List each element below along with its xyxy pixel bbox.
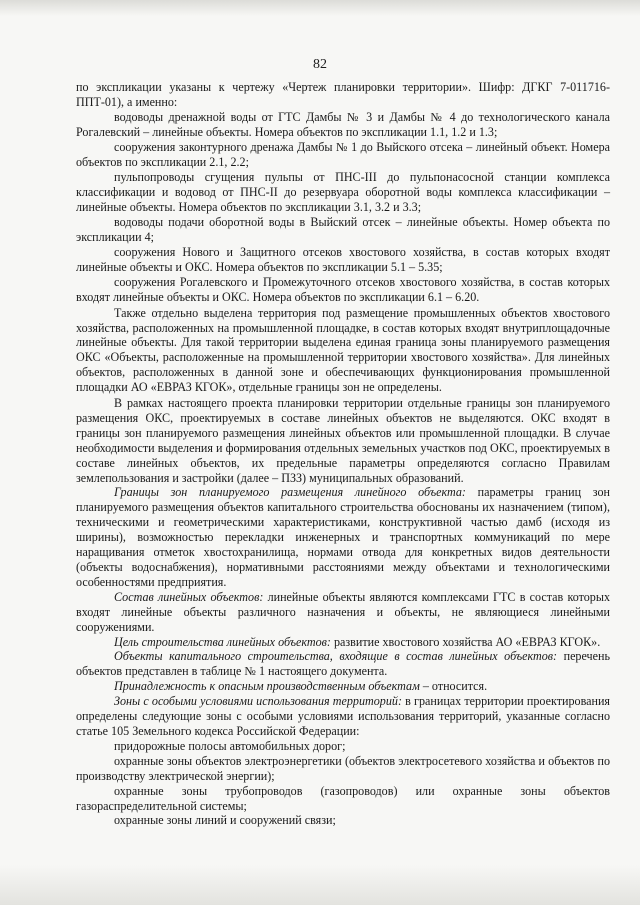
list-item	[76, 754, 610, 784]
paragraph-lead: Состав линейных объектов:	[114, 589, 264, 604]
paragraph-text: перечень объектов представлен в таблице № 1 настоящего документа.	[76, 649, 610, 679]
list-item	[76, 813, 610, 828]
paragraph-text: по экспликации указаны к чертежу «Чертеж планировки территории». Шифр: ДГКГ 7-011716-ППТ-01), а именно:	[76, 80, 610, 109]
paragraph-text: параметры границ зон планируемого размещения объектов капитального строительства обоснованы их назначением (типом), техническими и геометрическими характеристиками, конструктивной частью дамб (исходя из ширины), возможностью перекладки инженерных и транспортных коммуникаций по мере наращивания отметок хвостохранилища, нормами отвода для конкретных видов деятельности (объекты водоснабжения), нормативными расстояниями между объектами и технологическими особенностями предприятия.	[76, 485, 611, 589]
paragraph	[76, 80, 610, 110]
list-item-text: охранные зоны трубопроводов (газопроводов) или охранные зоны объектов газораспределительной системы;	[76, 783, 610, 813]
paragraph	[76, 635, 610, 650]
paragraph	[76, 679, 610, 694]
paragraph	[76, 170, 610, 215]
page-number: 82	[313, 57, 327, 72]
paragraph-text: В рамках настоящего проекта планировки территории отдельные границы зон планируемого размещения ОКС, проектируемых в составе линейных объектов не выделяются. ОКС входят в границы зон планируемого размещения линейных объектов или промышленной площадки. В случае необходимости выделения и формирования отдельных земельных участков под ОКС, проектируемых в составе линейных объектов, их предельные параметры определяются согласно Правилам землепользования и застройки (далее – ПЗЗ) муниципальных образований.	[76, 396, 610, 485]
paragraph-text: сооружения законтурного дренажа Дамбы № 1 до Выйского отсека – линейный объект. Номера объектов по экспликации 2.1, 2.2;	[76, 139, 610, 169]
paragraph	[76, 694, 610, 739]
paragraph	[76, 485, 610, 589]
paragraph-text: – относится.	[419, 679, 488, 694]
paragraph	[76, 306, 610, 395]
paragraph	[76, 396, 610, 485]
paragraph-lead: Границы зон планируемого размещения линейного объекта:	[114, 485, 466, 500]
paragraph-text: сооружения Нового и Защитного отсеков хвостового хозяйства, в состав которых входят линейные объекты и ОКС. Номера объектов по экспликации 5.1 – 5.35;	[76, 244, 610, 274]
paragraph-text: Также отдельно выделена территория под размещение промышленных объектов хвостового хозяйства, расположенных на промышленной площадке, в состав которых входят внутриплощадочные линейные объекты. Для такой территории выделена единая граница зоны планируемого размещения ОКС «Объекты, расположенные на промышленной территории хвостового хозяйства». Для линейных объектов, расположенных в данной зоне и обеспечивающих функционирования промышленной площадки АО «ЕВРАЗ КГОК», отдельные границы зон не определены.	[76, 305, 610, 395]
scan-top-edge	[0, 0, 640, 16]
paragraph	[76, 275, 610, 305]
paragraph-lead: Зоны с особыми условиями использования территорий:	[114, 694, 402, 709]
list-item-text: охранные зоны объектов электроэнергетики (объектов электросетевого хозяйства и объектов по производству электрической энергии);	[76, 753, 610, 783]
paragraph	[76, 140, 610, 170]
paragraph	[76, 110, 610, 140]
paragraph	[76, 649, 610, 679]
paragraph-lead: Цель строительства линейных объектов:	[114, 634, 331, 649]
list-item	[76, 739, 610, 754]
paragraph-text: сооружения Рогалевского и Промежуточного отсеков хвостового хозяйства, в состав которых входят линейные объекты и ОКС. Номера объектов по экспликации 6.1 – 6.20.	[76, 274, 610, 304]
list-item	[76, 784, 610, 814]
paragraph	[76, 215, 610, 245]
paragraph	[76, 590, 610, 635]
list-item-text: охранные зоны линий и сооружений связи;	[114, 813, 336, 828]
paragraph-text: в границах территории проектирования определены следующие зоны с особыми условиями использования территорий, указанные согласно статье 105 Земельного кодекса Российской Федерации:	[76, 694, 610, 738]
paragraph-text: развитие хвостового хозяйства АО «ЕВРАЗ КГОК».	[330, 634, 601, 649]
paragraph-text: пульпопроводы сгущения пульпы от ПНС-III до пульпонасосной станции комплекса классификации и водовод от ПНС-II до резервуара оборотной воды комплекса классификации – линейные объекты. Номера объектов по экспликации 3.1, 3.2 и 3.3;	[76, 170, 610, 215]
paragraph-lead: Принадлежность к опасным производственным объектам	[114, 679, 420, 694]
paragraph	[76, 245, 610, 275]
list-item-text: придорожные полосы автомобильных дорог;	[114, 738, 346, 753]
paragraph-text: водоводы дренажной воды от ГТС Дамбы № 3 и Дамбы № 4 до технологического канала Рогалевский – линейные объекты. Номера объектов по экспликации 1.1, 1.2 и 1.3;	[76, 109, 610, 139]
scan-bottom-edge	[0, 865, 640, 905]
document-body	[76, 80, 610, 828]
paragraph-text: водоводы подачи оборотной воды в Выйский отсек – линейные объекты. Номер объекта по экспликации 4;	[76, 215, 610, 245]
paragraph-lead: Объекты капитального строительства, входящие в состав линейных объектов:	[114, 649, 558, 664]
paragraph-text: линейные объекты являются комплексами ГТС в состав которых входят линейные объекты различного назначения и объекты, не являющиеся линейными сооружениями.	[76, 589, 610, 634]
